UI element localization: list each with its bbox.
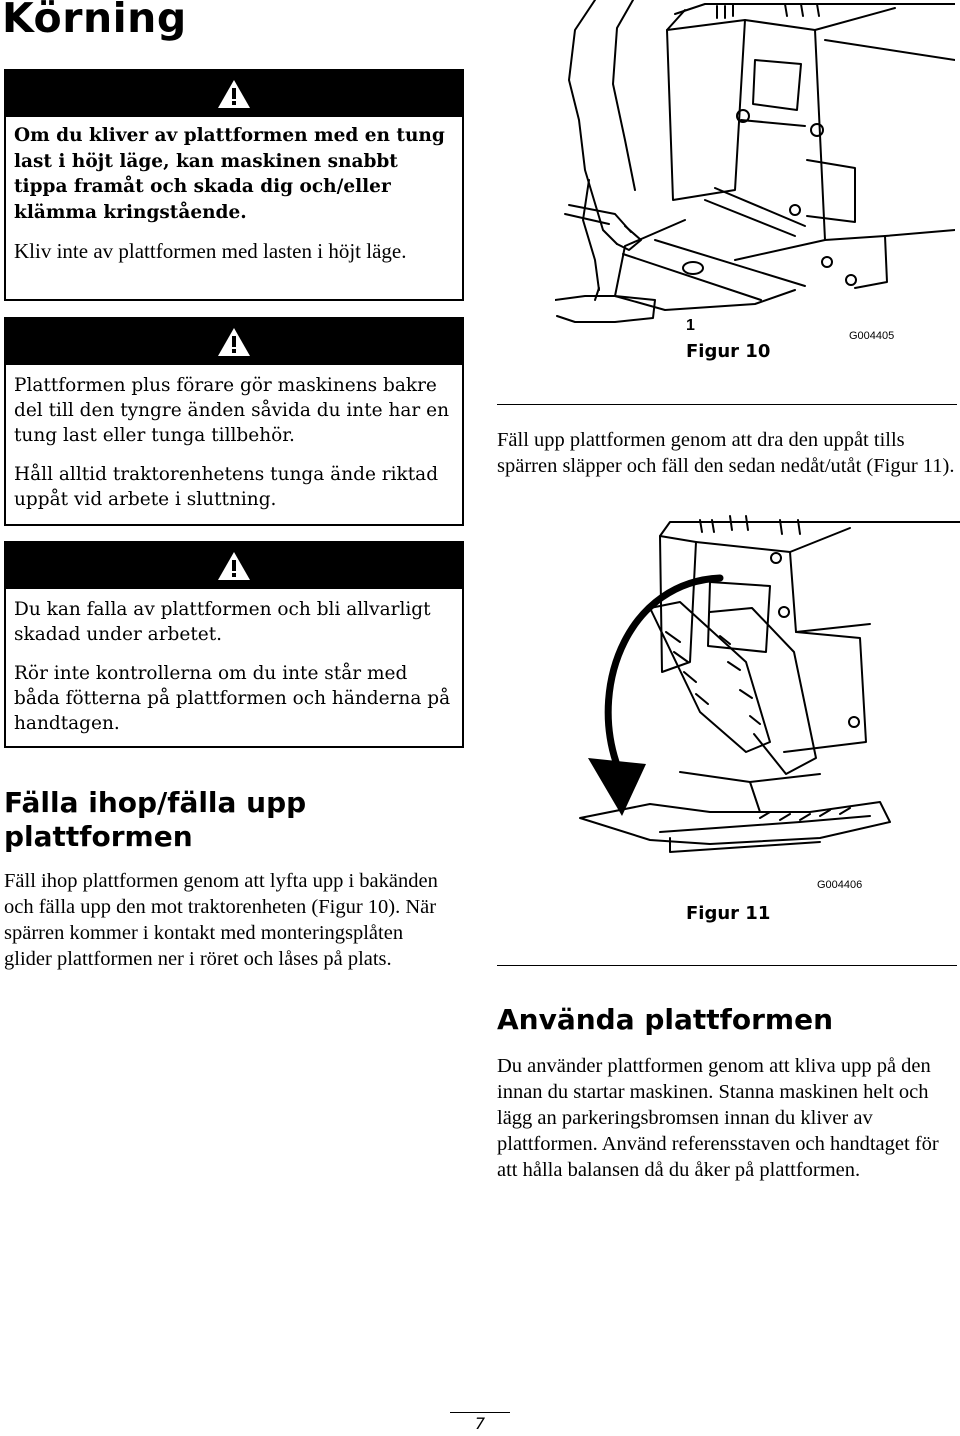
- warning-box-tipping: [4, 69, 464, 301]
- warning-header-bar: [6, 543, 462, 589]
- warning-box-falling: [4, 541, 464, 748]
- warning-triangle-icon: [217, 551, 251, 581]
- figure-11-code: G004406: [817, 879, 863, 891]
- figure-11-caption: Figur 11: [686, 903, 771, 924]
- warning-text-primary: Du kan falla av plattformen och bli allvarligt skadad under arbetet.: [14, 599, 431, 645]
- warning-text-primary: Om du kliver av plattformen med en tung last i höjt läge, kan maskinen snabbt tippa framåt och skada dig och/eller klämma kringstående.: [14, 125, 445, 223]
- warning-text-instruction: Kliv inte av plattformen med lasten i höjt läge.: [14, 239, 407, 263]
- figure-10-code: G004405: [849, 330, 895, 342]
- page-number-rule: [450, 1412, 510, 1413]
- figure-10-rule: [497, 404, 957, 405]
- warning-triangle-icon: [217, 79, 251, 109]
- figure-10-callout: 1: [686, 317, 695, 334]
- warning-text-instruction: Håll alltid traktorenhetens tunga ände riktad uppåt vid arbete i sluttning.: [14, 464, 439, 510]
- figure-11-rule: [497, 965, 957, 966]
- warning-header-bar: [6, 71, 462, 117]
- page-title: Körning: [2, 0, 187, 42]
- warning-box-weight: [4, 317, 464, 526]
- section-heading-use: Använda plattformen: [497, 1003, 833, 1036]
- section-body-use: Du använder plattformen genom att kliva upp på den innan du startar maskinen. Stanna maskinen helt och lägg an parkeringsbromsen innan du kliver av plattformen. Använd referensstaven och handtaget för att hålla balansen då du åker på plattformen.: [497, 1055, 939, 1181]
- section-heading-fold: Fälla ihop/fälla upp plattformen: [4, 786, 307, 853]
- warning-triangle-icon: [217, 327, 251, 357]
- section-body-unfold: Fäll upp plattformen genom att dra den uppåt tills spärren släpper och fäll den sedan nedåt/utåt (Figur 11).: [497, 429, 955, 477]
- figure-10-illustration: [555, 0, 955, 340]
- warning-text-primary: Plattformen plus förare gör maskinens bakre del till den tyngre änden såvida du inte har en tung last eller tunga tillbehör.: [14, 375, 449, 446]
- figure-10-caption: Figur 10: [686, 341, 771, 362]
- page-number: 7: [474, 1414, 486, 1433]
- warning-text-instruction: Rör inte kontrollerna om du inte står med båda fötterna på plattformen och händerna på handtagen.: [14, 663, 451, 734]
- figure-11-illustration: [570, 512, 960, 882]
- section-body-fold: Fäll ihop plattformen genom att lyfta upp i bakänden och fälla upp den mot traktorenheten (Figur 10). När spärren kommer i kontakt med monteringsplåten glider plattformen ner i röret och låses på plats.: [4, 870, 438, 970]
- warning-header-bar: [6, 319, 462, 365]
